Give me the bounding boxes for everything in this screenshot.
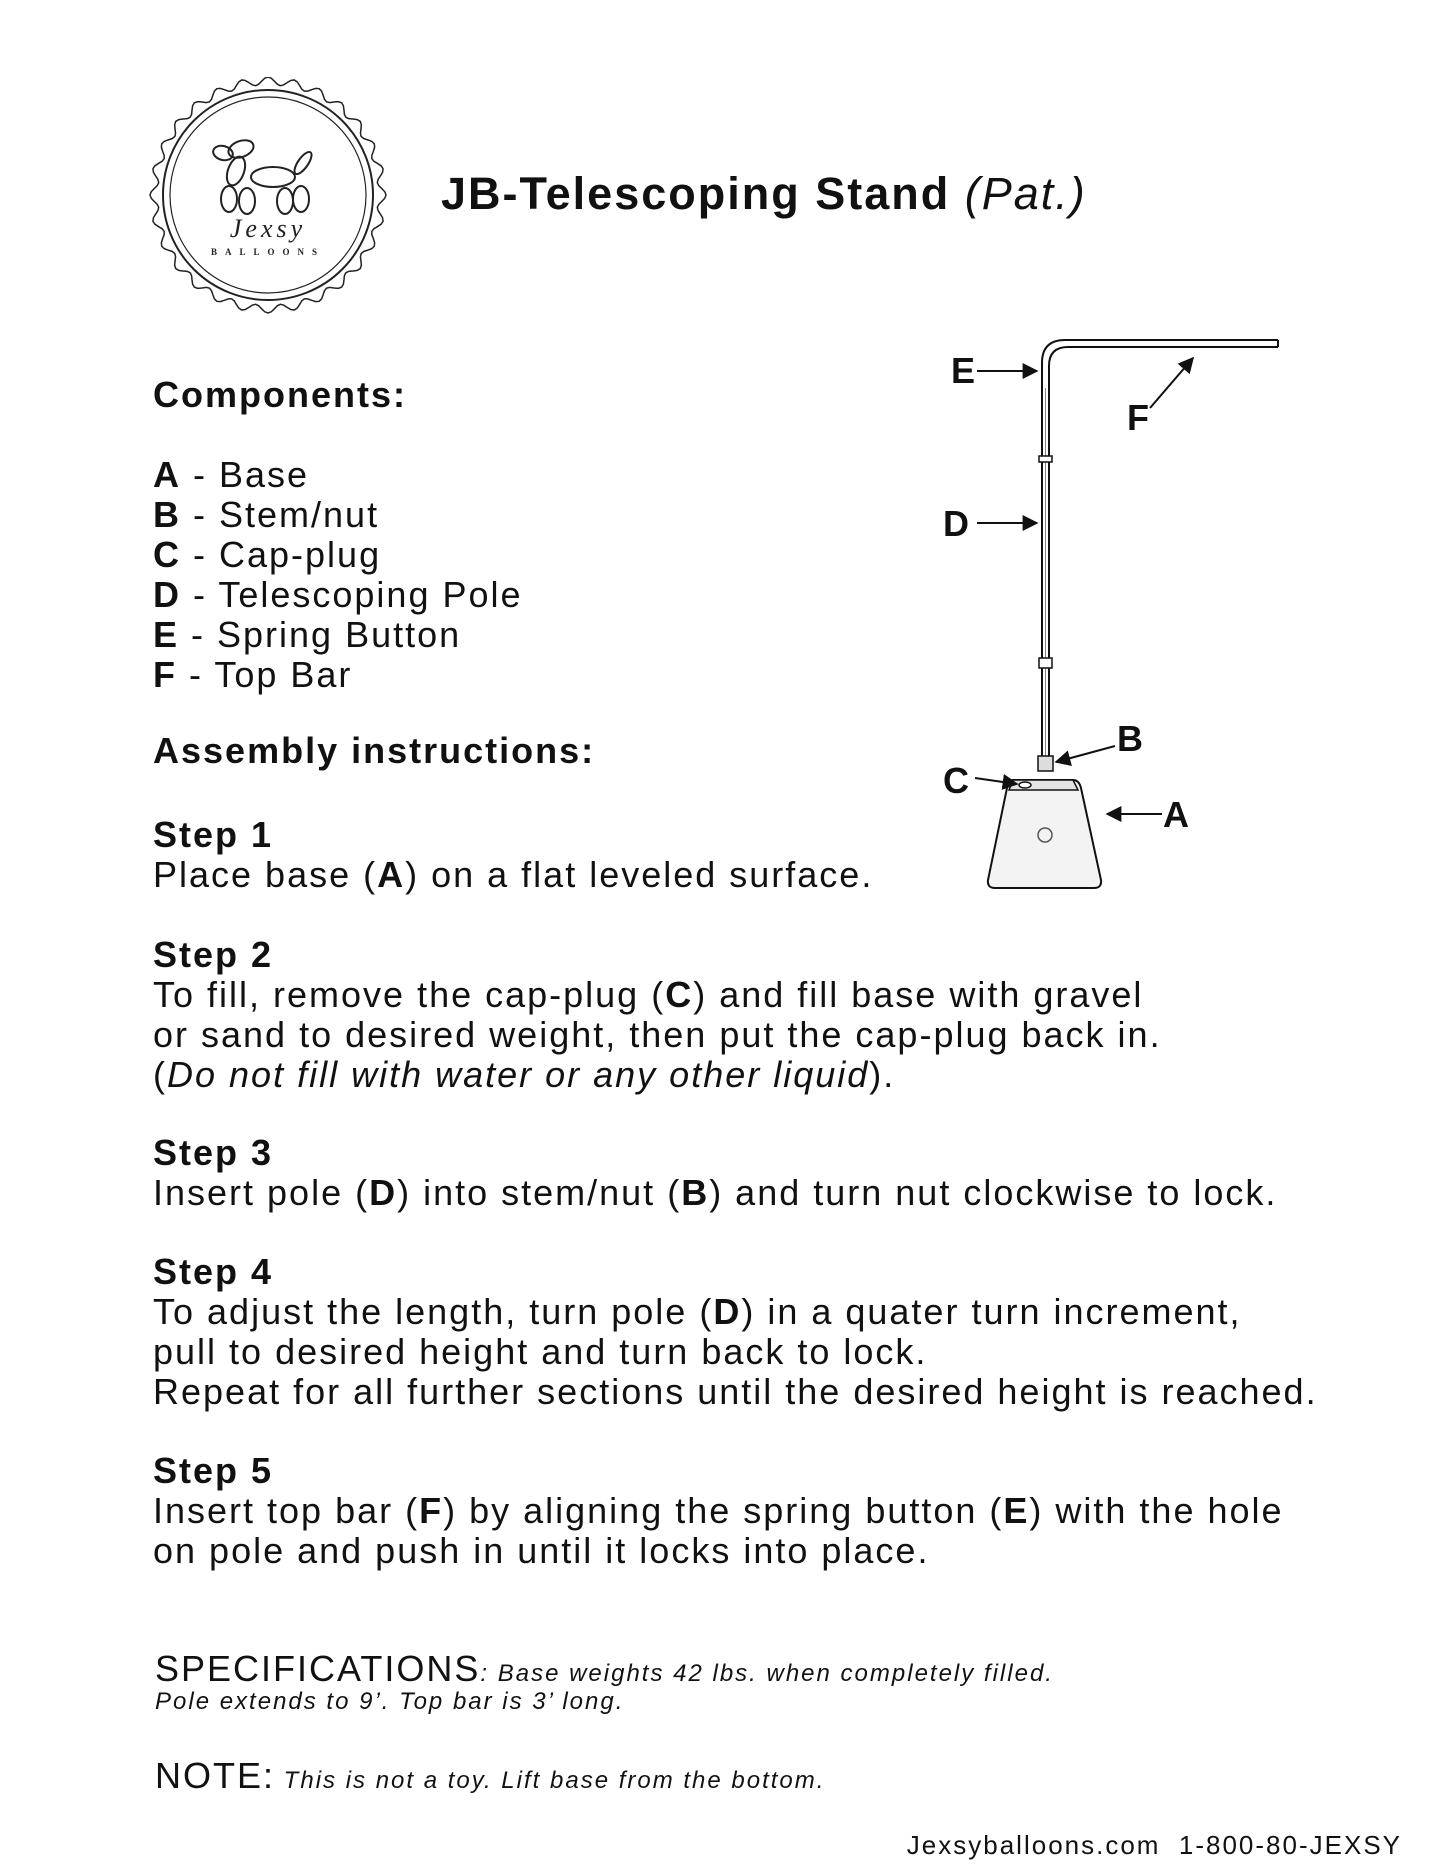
step-text-line — [153, 1491, 1284, 1531]
footer-contact: Jexsyballoons.com 1-800-80-JEXSY — [906, 1830, 1402, 1860]
step-text-line — [153, 1292, 1318, 1332]
step-text-part: ( — [153, 1054, 167, 1095]
step-text-part: ) and fill base with gravel — [693, 974, 1144, 1015]
component-label: Base — [219, 454, 310, 495]
component-sep: - — [177, 654, 215, 695]
components-list — [153, 455, 523, 695]
step-text-warning: Do not fill with water or any other liquid — [167, 1054, 870, 1095]
specs-line-1 — [155, 1648, 1054, 1690]
component-item-a — [153, 455, 523, 495]
label-b: B — [1117, 718, 1143, 759]
top-bar-inner — [1049, 347, 1278, 386]
component-letter: A — [153, 454, 181, 495]
step-text-line: Repeat for all further sections until the desired height is reached. — [153, 1371, 1318, 1412]
component-sep: - — [181, 574, 219, 615]
component-label: Top Bar — [214, 654, 353, 695]
label-d: D — [943, 503, 969, 544]
component-item-f — [153, 655, 523, 695]
assembly-heading: Assembly instructions: — [153, 730, 596, 771]
component-letter: B — [153, 494, 181, 535]
pole-joint — [1039, 658, 1052, 668]
step-text-line — [153, 975, 1162, 1015]
step-text-part: ) by aligning the spring button ( — [443, 1490, 1004, 1531]
base-body — [988, 780, 1101, 888]
component-letter: D — [153, 574, 181, 615]
step-text-part: Insert pole ( — [153, 1172, 370, 1213]
jexsy-logo-seal — [133, 77, 403, 314]
stand-diagram — [935, 328, 1290, 893]
specs-text: : Base weights 42 lbs. when completely filled. — [480, 1660, 1054, 1687]
arrow-f — [1150, 358, 1193, 408]
component-label: Spring Button — [217, 614, 462, 655]
note — [155, 1755, 825, 1797]
component-item-c — [153, 535, 523, 575]
components-heading: Components: — [153, 374, 407, 415]
step-text-line: or sand to desired weight, then put the cap-plug back in. — [153, 1014, 1162, 1055]
note-label: NOTE: — [155, 1755, 276, 1796]
logo-sub-text: BALLOONS — [210, 247, 326, 257]
step-text-part: To fill, remove the cap-plug ( — [153, 974, 666, 1015]
step-title: Step 3 — [153, 1132, 274, 1173]
logo-inner-ring — [170, 97, 366, 293]
cap-plug — [1019, 782, 1031, 788]
step-text-letter: F — [419, 1490, 444, 1531]
label-a: A — [1163, 794, 1189, 835]
title-suffix: (Pat.) — [964, 168, 1087, 219]
step-text-part: ) and turn nut clockwise to lock. — [709, 1172, 1278, 1213]
step-title: Step 2 — [153, 934, 274, 975]
step-text-letter: E — [1003, 1490, 1030, 1531]
step-text-letter: C — [665, 974, 694, 1015]
step-text — [153, 855, 873, 895]
step-1 — [153, 815, 873, 895]
step-text-part: ). — [869, 1054, 896, 1095]
step-4 — [153, 1252, 1318, 1412]
step-text-part: ) in a quater turn increment, — [741, 1291, 1242, 1332]
component-item-e — [153, 615, 523, 655]
step-title: Step 5 — [153, 1450, 274, 1491]
arrow-b — [1056, 746, 1115, 762]
step-text-line: on pole and push in until it locks into place. — [153, 1530, 930, 1571]
stem-nut — [1038, 756, 1053, 771]
step-title: Step 1 — [153, 814, 274, 855]
label-f: F — [1127, 397, 1149, 438]
component-letter: F — [153, 654, 177, 695]
step-text — [153, 1173, 1277, 1213]
step-text-part: ) on a flat leveled surface. — [405, 854, 874, 895]
component-sep: - — [181, 534, 219, 575]
component-item-b — [153, 495, 523, 535]
specifications — [155, 1648, 1054, 1714]
label-e: E — [951, 350, 976, 391]
step-text-line — [153, 1055, 1162, 1095]
step-text-letter: D — [369, 1172, 398, 1213]
step-text-letter: B — [681, 1172, 710, 1213]
step-text-part: To adjust the length, turn pole ( — [153, 1291, 714, 1332]
specs-label: SPECIFICATIONS — [155, 1648, 481, 1689]
step-3 — [153, 1133, 1277, 1213]
step-text-part: ) into stem/nut ( — [397, 1172, 682, 1213]
page-title — [441, 168, 1087, 220]
step-text-letter: A — [377, 854, 406, 895]
balloon-dog-icon — [212, 137, 315, 214]
logo-brand-text: Jexsy — [229, 214, 307, 243]
component-letter: E — [153, 614, 180, 655]
component-label: Cap-plug — [219, 534, 382, 575]
step-text-line: pull to desired height and turn back to lock. — [153, 1331, 928, 1372]
title-main: JB-Telescoping Stand — [441, 168, 951, 219]
specs-line-2: Pole extends to 9’. Top bar is 3’ long. — [155, 1688, 625, 1715]
step-title: Step 4 — [153, 1251, 274, 1292]
step-5 — [153, 1451, 1284, 1571]
label-c: C — [943, 760, 969, 801]
step-2 — [153, 935, 1162, 1095]
component-sep: - — [181, 494, 219, 535]
component-sep: - — [179, 614, 218, 655]
step-text-part: ) with the hole — [1029, 1490, 1284, 1531]
step-text-letter: D — [713, 1291, 742, 1332]
pole-joint — [1039, 456, 1052, 462]
step-text-part: Insert top bar ( — [153, 1490, 420, 1531]
component-sep: - — [181, 454, 219, 495]
component-item-d — [153, 575, 523, 615]
component-letter: C — [153, 534, 181, 575]
logo-outer-ring — [163, 90, 373, 300]
component-label: Telescoping Pole — [218, 574, 523, 615]
step-text-part: Place base ( — [153, 854, 378, 895]
note-text: This is not a toy. Lift base from the bottom. — [275, 1767, 826, 1794]
logo-scalloped-rim — [150, 77, 386, 313]
component-label: Stem/nut — [219, 494, 380, 535]
